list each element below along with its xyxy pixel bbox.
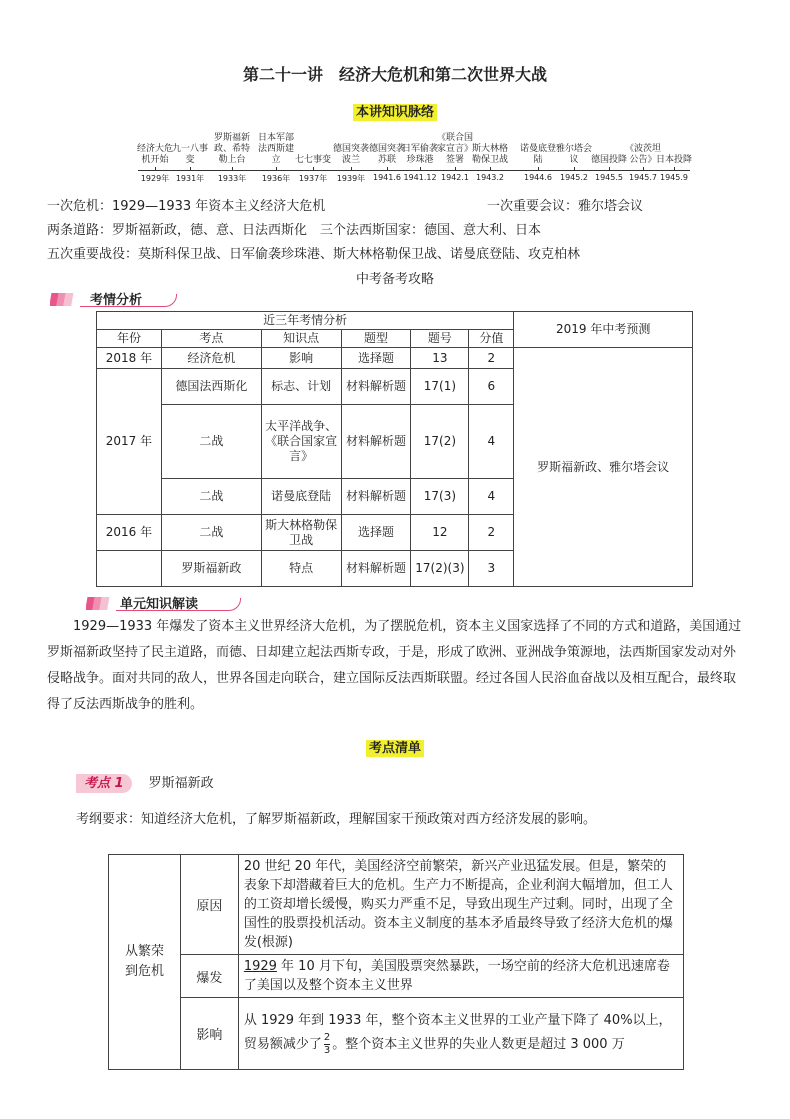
summary-line-1 xyxy=(47,195,325,214)
cell-knowledge: 诺曼底登陆 xyxy=(261,479,341,515)
page-title: 第二十一讲 经济大危机和第二次世界大战 xyxy=(242,65,547,84)
col-header-number: 题号 xyxy=(411,330,469,348)
checklist-heading: 考点清单 xyxy=(366,740,424,757)
kp1-header xyxy=(76,772,214,791)
unit-knowledge-tag xyxy=(86,592,246,614)
cell-number: 17(2) xyxy=(411,405,469,479)
kp1-requirement: 考纲要求：知道经济大危机，了解罗斯福新政，理解国家干预政策对西方经济发展的影响。 xyxy=(76,812,597,827)
cell-number: 17(1) xyxy=(411,369,469,405)
timeline-event-label: 七七事变 xyxy=(294,155,331,165)
cell-point: 经济危机 xyxy=(161,348,261,369)
col-header-score: 分值 xyxy=(469,330,514,348)
timeline-axis xyxy=(138,170,690,171)
timeline-event-label: 日本投降 xyxy=(655,155,692,165)
cell-point: 二战 xyxy=(161,405,261,479)
timeline-event-year: 1941.12 xyxy=(403,173,437,182)
timeline-event-label: 《联合国家宣言》签署 xyxy=(436,133,473,165)
cell-point: 二战 xyxy=(161,479,261,515)
cell-number: 17(3) xyxy=(411,479,469,515)
cell-type: 材料解析题 xyxy=(341,551,411,587)
cell-score: 2 xyxy=(469,348,514,369)
timeline-event-year: 1937年 xyxy=(298,174,328,183)
cell-number: 12 xyxy=(411,515,469,551)
summary-conference: 一次重要会议：雅尔塔会议 xyxy=(487,199,644,214)
table-row xyxy=(109,955,684,998)
timeline-event-label: 罗斯福新政、希特勒上台 xyxy=(213,133,250,165)
cell-year: 2018 年 xyxy=(97,348,162,369)
table-row xyxy=(109,855,684,955)
cell-point: 二战 xyxy=(161,515,261,551)
cell-type: 选择题 xyxy=(341,348,411,369)
cell-knowledge: 标志、计划 xyxy=(261,369,341,405)
timeline-event-year: 1943.2 xyxy=(476,173,504,182)
cell-score: 3 xyxy=(469,551,514,587)
row-label-impact: 影响 xyxy=(180,998,238,1070)
cell-type: 选择题 xyxy=(341,515,411,551)
fraction-numerator: 2 xyxy=(323,1032,331,1043)
fraction-denominator: 3 xyxy=(323,1045,331,1056)
table-prediction-header: 2019 年中考预测 xyxy=(514,312,693,348)
summary-line-3: 五次重要战役：莫斯科保卫战、日军偷袭珍珠港、斯大林格勒保卫战、诺曼底登陆、攻克柏林 xyxy=(47,247,581,262)
unit-knowledge-label: 单元知识解读 xyxy=(120,597,199,612)
cell-knowledge: 太平洋战争、《联合国家宣言》 xyxy=(261,405,341,479)
cell-score: 4 xyxy=(469,405,514,479)
prediction-cell: 罗斯福新政、雅尔塔会议 xyxy=(514,348,693,587)
timeline-event-year: 1936年 xyxy=(261,174,291,183)
timeline-event-year: 1939年 xyxy=(336,174,366,183)
cell-year xyxy=(97,551,162,587)
cell-year: 2017 年 xyxy=(97,369,162,515)
col-header-type: 题型 xyxy=(341,330,411,348)
timeline-event-label: 九一八事变 xyxy=(171,144,208,165)
timeline-event-year: 1945.2 xyxy=(560,173,588,182)
table-group-header: 近三年考情分析 xyxy=(97,312,514,330)
timeline-event-label: 雅尔塔会议 xyxy=(555,144,592,165)
summary-line-2: 两条道路：罗斯福新政，德、意、日法西斯化 三个法西斯国家：德国、意大利、日本 xyxy=(47,223,542,238)
book-icon xyxy=(50,290,78,308)
cell-point: 罗斯福新政 xyxy=(161,551,261,587)
timeline-event-label: 德国突袭苏联 xyxy=(368,144,405,165)
checklist-heading-wrap xyxy=(0,737,790,756)
exam-analysis-label: 考情分析 xyxy=(90,293,143,308)
kp1-title: 罗斯福新政 xyxy=(148,776,214,791)
cell-type: 材料解析题 xyxy=(341,405,411,479)
timeline-event-label: 日本军部法西斯建立 xyxy=(257,133,294,165)
outbreak-year: 1929 xyxy=(243,959,277,974)
cell-score: 4 xyxy=(469,479,514,515)
timeline-event-year: 1931年 xyxy=(175,174,205,183)
timeline-event-label: 德国投降 xyxy=(590,155,627,165)
cell-number: 17(2)(3) xyxy=(411,551,469,587)
impact-text-b: 。整个资本主义世界的失业人数更是超过 3 000 万 xyxy=(332,1037,625,1052)
col-header-point: 考点 xyxy=(161,330,261,348)
book-icon xyxy=(86,594,114,612)
row-text-outbreak xyxy=(238,955,683,998)
timeline-event-year: 1944.6 xyxy=(524,173,552,182)
timeline-event-year: 1945.7 xyxy=(629,173,657,182)
cell-type: 材料解析题 xyxy=(341,369,411,405)
timeline-event-label: 斯大林格勒保卫战 xyxy=(471,144,508,165)
timeline-event-label: 德国突袭波兰 xyxy=(332,144,369,165)
timeline-event-year: 1929年 xyxy=(140,174,170,183)
exam-analysis-tag xyxy=(50,288,180,310)
row-label-cause: 原因 xyxy=(180,855,238,955)
fraction xyxy=(324,1032,330,1057)
timeline-event-year: 1942.1 xyxy=(441,173,469,182)
summary-crisis: 一次危机：1929—1933 年资本主义经济大危机 xyxy=(47,199,326,214)
outbreak-text: 年 10 月下旬，美国股票突然暴跌，一场空前的经济大危机迅速席卷了美国以及整个资本主义世界 xyxy=(243,959,670,993)
cell-point: 德国法西斯化 xyxy=(161,369,261,405)
kp1-badge: 考点 1 xyxy=(76,774,132,793)
impact-text-a: 从 1929 年到 1933 年，整个资本主义世界的工业产量下降了 40%以上，贸易额减少了 xyxy=(243,1013,672,1052)
tag-underline xyxy=(116,598,241,611)
cell-score: 6 xyxy=(469,369,514,405)
cell-knowledge: 影响 xyxy=(261,348,341,369)
cell-knowledge: 特点 xyxy=(261,551,341,587)
cell-year: 2016 年 xyxy=(97,515,162,551)
timeline-event-label: 《波茨坦公告》 xyxy=(624,144,661,165)
unit-paragraph: 1929—1933 年爆发了资本主义世界经济大危机，为了摆脱危机，资本主义国家选择了不同的方式和道路，美国通过罗斯福新政坚持了民主道路，而德、日却建立起法西斯专政，于是，形成了欧洲、亚洲战争策源地，法西斯国家发动对外侵略战争。面对共同的敌人，世界各国走向联合，建立国际反法西斯联盟。经过各国人民浴血奋战以及相互配合，最终取得了反法西斯战争的胜利。 xyxy=(47,619,742,712)
cell-type: 材料解析题 xyxy=(341,479,411,515)
knowledge-tree-heading xyxy=(0,101,790,120)
timeline-event-year: 1941.6 xyxy=(373,173,401,182)
exam-analysis-table xyxy=(96,311,693,587)
timeline-event-year: 1945.9 xyxy=(660,173,688,182)
kp1-group-label: 从繁荣到危机 xyxy=(109,855,181,1070)
row-text-impact xyxy=(238,998,683,1070)
cell-knowledge: 斯大林格勒保卫战 xyxy=(261,515,341,551)
cell-score: 2 xyxy=(469,515,514,551)
row-label-outbreak: 爆发 xyxy=(180,955,238,998)
timeline-event-label: 诺曼底登陆 xyxy=(519,144,556,165)
row-text-cause: 20 世纪 20 年代，美国经济空前繁荣，新兴产业迅猛发展。但是，繁荣的表象下却潜藏着巨大的危机。生产力不断提高，企业利润大幅增加，但工人的工资却增长缓慢，购买力严重不足，导致出现生产过剩。同时，出现了全国性的股票投机活动。资本主义制度的基本矛盾最终导致了经济大危机的爆发(根源) xyxy=(238,855,683,955)
table-row xyxy=(97,348,693,369)
timeline-event-year: 1945.5 xyxy=(595,173,623,182)
col-header-year: 年份 xyxy=(97,330,162,348)
timeline-event-label: 日军偷袭珍珠港 xyxy=(401,144,438,165)
kp1-table xyxy=(108,854,684,1070)
knowledge-tree-title: 本讲知识脉络 xyxy=(353,104,437,121)
table-row xyxy=(109,998,684,1070)
tag-underline xyxy=(80,294,177,307)
timeline-event-year: 1933年 xyxy=(217,174,247,183)
timeline-event-label: 经济大危机开始 xyxy=(136,144,173,165)
strategy-heading: 中考备考攻略 xyxy=(355,272,434,287)
col-header-knowledge: 知识点 xyxy=(261,330,341,348)
cell-number: 13 xyxy=(411,348,469,369)
